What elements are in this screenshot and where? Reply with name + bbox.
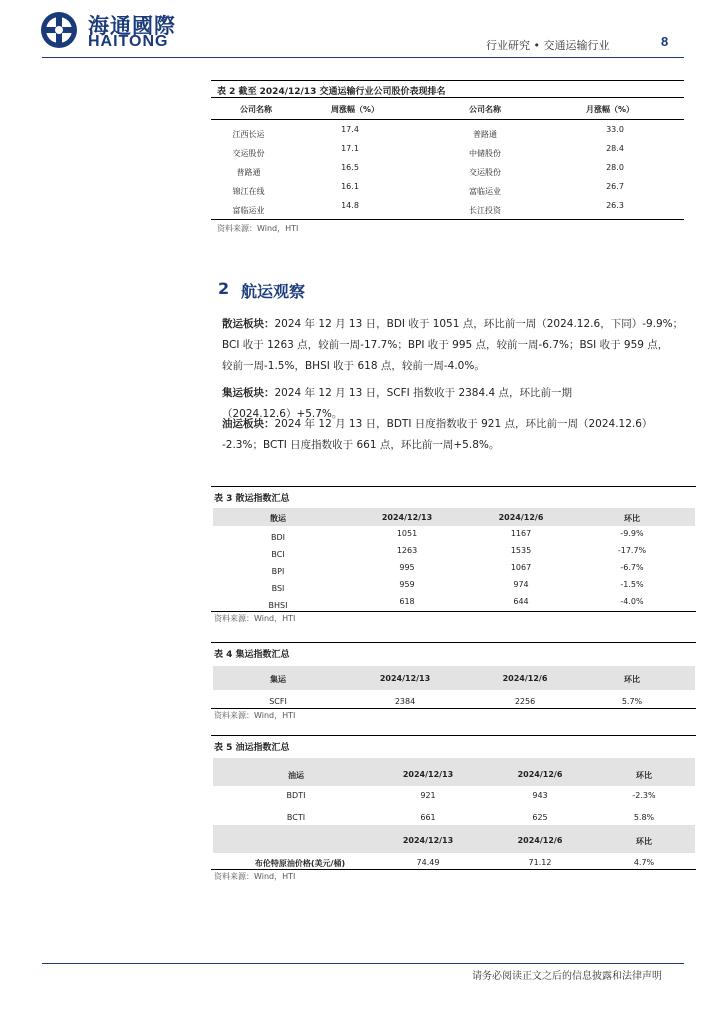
- table-cell: -1.5%: [620, 580, 644, 589]
- bulk-paragraph: [222, 314, 692, 377]
- table-cell: -4.0%: [620, 597, 644, 606]
- table2-header-month: 月涨幅（%）: [585, 105, 634, 114]
- container-label: 集运板块：: [222, 387, 275, 399]
- bulk-line-1: [222, 314, 692, 335]
- table-cell: 2256: [514, 697, 536, 706]
- table5-header-col2: 2024/12/6: [517, 770, 563, 779]
- table5-subheader-col3: 环比: [636, 837, 652, 846]
- table4-header-col3: 环比: [624, 675, 640, 684]
- table5-bottom-rule: [211, 869, 696, 870]
- table-cell: 中储股份: [469, 149, 501, 158]
- table2-header-name2: 公司名称: [469, 105, 501, 114]
- table-cell: 17.4: [341, 125, 359, 134]
- table-cell: 1167: [510, 529, 532, 538]
- table3-header-col3: 环比: [624, 514, 640, 523]
- footer-rule: [42, 963, 684, 964]
- table-cell: BCTI: [286, 813, 306, 822]
- table-cell: 普路通: [473, 130, 497, 139]
- tanker-line-1: [222, 414, 692, 435]
- container-text-1: 2024 年 12 月 13 日，SCFI 指数收于 2384.4 点，环比前一期（2024.12.6）+5.7%。: [222, 387, 573, 420]
- table-cell: 644: [513, 597, 529, 606]
- table-cell: 921: [420, 791, 436, 800]
- table-cell: 28.4: [606, 144, 624, 153]
- table3-source: 资料来源：Wind，HTI: [214, 614, 296, 623]
- table-cell: 16.1: [341, 182, 359, 191]
- table5-subheader-col2: 2024/12/6: [517, 836, 563, 845]
- table-cell: BDTI: [286, 791, 306, 800]
- brent-label: 布伦特原油价格(美元/桶): [254, 859, 346, 868]
- table-cell: 71.12: [528, 858, 552, 867]
- tanker-label: 油运板块：: [222, 418, 275, 430]
- bulk-line-3: 较前一周-1.5%，BHSI 收于 618 点，较前一周-4.0%。: [222, 360, 485, 372]
- table2-title: 表 2 截至 2024/12/13 交通运输行业公司股价表现排名: [217, 87, 446, 97]
- table3-header-col1: 2024/12/13: [381, 513, 433, 522]
- table-cell: 26.7: [606, 182, 624, 191]
- table2-top-rule: [211, 80, 684, 81]
- section-title: 航运观察: [241, 282, 306, 301]
- table-cell: 995: [399, 563, 415, 572]
- table-cell: -9.9%: [620, 529, 644, 538]
- tanker-paragraph: [222, 414, 692, 456]
- header-subtitle: 行业研究 • 交通运输行业: [486, 39, 610, 52]
- table-cell: 5.7%: [621, 697, 643, 706]
- table5-header-col0: 油运: [288, 771, 304, 780]
- table-cell: 5.8%: [633, 813, 655, 822]
- table-cell: 661: [420, 813, 436, 822]
- table5-title: 表 5 油运指数汇总: [214, 743, 290, 753]
- table4-bottom-rule: [211, 708, 696, 709]
- page-number: 8: [661, 34, 669, 49]
- table-cell: BCI: [271, 550, 285, 559]
- table-cell: 74.49: [416, 858, 440, 867]
- logo-english-text: HAITONG: [88, 33, 169, 50]
- table-cell: 富临运业: [469, 187, 501, 196]
- table-cell: 富临运业: [232, 206, 265, 215]
- table-cell: 1067: [510, 563, 532, 572]
- table3-header-col0: 散运: [270, 514, 286, 523]
- table-cell: 交运股份: [469, 168, 501, 177]
- table2-header-name1: 公司名称: [240, 105, 272, 114]
- table-cell: BHSI: [268, 601, 288, 610]
- table4-top-rule: [211, 642, 696, 643]
- table5-top-rule: [211, 735, 696, 736]
- table-cell: 江西长运: [232, 130, 265, 139]
- haitong-logo-icon: [40, 11, 78, 49]
- footer-disclaimer: 请务必阅读正文之后的信息披露和法律声明: [472, 971, 662, 982]
- table-cell: 26.3: [606, 201, 624, 210]
- table-cell: 4.7%: [633, 858, 655, 867]
- table-cell: 普路通: [236, 168, 261, 177]
- haitong-logo: [40, 9, 180, 51]
- table-cell: SCFI: [269, 697, 287, 706]
- logo-chinese-text: 海通國際: [88, 14, 176, 38]
- tanker-text-1: 2024 年 12 月 13 日，BDTI 日度指数收于 921 点，环比前一周（2024.12.6）: [274, 418, 653, 430]
- table5-header-col1: 2024/12/13: [402, 770, 454, 779]
- table-cell: 交运股份: [232, 149, 265, 158]
- table-cell: 943: [532, 791, 548, 800]
- table4-source: 资料来源：Wind，HTI: [214, 711, 296, 720]
- table-cell: 618: [399, 597, 415, 606]
- table2-header-week: 周涨幅（%）: [330, 105, 379, 114]
- table-cell: 33.0: [606, 125, 624, 134]
- section-number: 2: [218, 279, 230, 298]
- bulk-line-2: BCI 收于 1263 点，较前一周-17.7%；BPI 收于 995 点，较前一周-6.7%；BSI 收于 959 点，: [222, 339, 669, 351]
- table-cell: 1051: [396, 529, 418, 538]
- table-cell: BSI: [271, 584, 285, 593]
- table5-source: 资料来源：Wind，HTI: [214, 872, 296, 881]
- table2-header-rule: [211, 119, 684, 120]
- bulk-label: 散运板块：: [222, 318, 275, 330]
- table-cell: 锦江在线: [232, 187, 265, 196]
- table4-title: 表 4 集运指数汇总: [214, 650, 290, 660]
- table-cell: BPI: [271, 567, 285, 576]
- table-cell: 14.8: [341, 201, 359, 210]
- table-cell: 1263: [396, 546, 418, 555]
- table2-title-rule: [211, 97, 684, 98]
- table4-header-col1: 2024/12/13: [379, 674, 431, 683]
- table3-bottom-rule: [211, 611, 696, 612]
- table-cell: 625: [532, 813, 548, 822]
- table3-title: 表 3 散运指数汇总: [214, 494, 290, 504]
- table-cell: 1535: [510, 546, 532, 555]
- table3-header-col2: 2024/12/6: [498, 513, 544, 522]
- table-cell: 2384: [394, 697, 416, 706]
- table3-top-rule: [211, 486, 696, 487]
- table-cell: -6.7%: [620, 563, 644, 572]
- table-cell: -2.3%: [632, 791, 656, 800]
- table-cell: 974: [513, 580, 529, 589]
- table-cell: -17.7%: [617, 546, 647, 555]
- table-cell: 17.1: [341, 144, 359, 153]
- table4-header-col0: 集运: [270, 675, 286, 684]
- table-cell: 长江投资: [469, 206, 501, 215]
- header-rule: [42, 57, 684, 58]
- table-cell: 959: [399, 580, 415, 589]
- table-cell: 28.0: [606, 163, 624, 172]
- table-cell: BDI: [270, 533, 285, 542]
- table5-header-col3: 环比: [636, 771, 652, 780]
- tanker-line-2: -2.3%；BCTI 日度指数收于 661 点，环比前一周+5.8%。: [222, 439, 500, 451]
- table4-header-col2: 2024/12/6: [502, 674, 548, 683]
- table5-subheader-col1: 2024/12/13: [402, 836, 454, 845]
- table-cell: 16.5: [341, 163, 359, 172]
- table2-source: 资料来源：Wind，HTI: [217, 224, 299, 233]
- bulk-text-1: 2024 年 12 月 13 日，BDI 收于 1051 点，环比前一周（2024.12.6，下同）-9.9%；: [274, 318, 684, 330]
- table2-bottom-rule: [211, 219, 684, 220]
